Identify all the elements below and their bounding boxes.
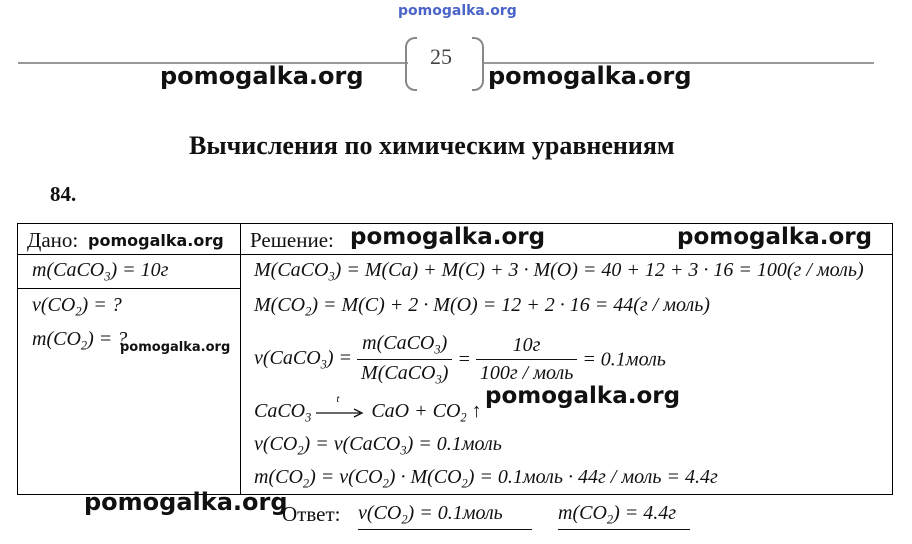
- solution-label: Решение:: [250, 228, 334, 252]
- amount-co2-equation: $\nu(CO_2)$ = ν(CaCO$_3$) = 0.1моль: [254, 433, 502, 458]
- fraction-numeric: $\frac{10г}{\text{100г / моль}}$: [476, 334, 577, 385]
- fraction-mass-over-molar-mass: $\frac{m(CaCO_3)}{M(CaCO_3)}$: [357, 332, 452, 388]
- page-number: 25: [430, 44, 452, 69]
- amount-caco3-equation: ν(CaCO$_3$) = $\frac{m(CaCO_3)}{M(CaCO_3)}$ = $\frac{10г}{\text{100г / моль}}$ = 0.1моль: [254, 332, 666, 387]
- problem-number: 84.: [50, 182, 77, 206]
- answer-mass-co2: $m(CO_2) = 4.4г$: [558, 502, 690, 530]
- molar-mass-co2-equation: $M(CO_2) = M(C) + 2 \cdot M(O) = 12 + 2 \cdot 16 = 44(г$ / моль): [254, 294, 710, 319]
- page-number-bracket-right: [472, 37, 484, 91]
- answer-amount-co2: $\nu(CO_2)$ = 0.1моль: [358, 502, 532, 530]
- section-title: Вычисления по химическим уравнениям: [189, 131, 675, 160]
- reaction-arrow-icon: t: [316, 402, 366, 422]
- decomposition-reaction: CaCO$_3$ t CaO + $CO_2$ ↑: [254, 393, 482, 425]
- given-divider: [18, 288, 240, 289]
- solution-watermark-3: pomogalka.org: [485, 383, 681, 409]
- given-watermark: pomogalka.org: [88, 231, 224, 250]
- solution-watermark-1: pomogalka.org: [350, 224, 546, 250]
- solution-table: [17, 223, 893, 495]
- header-watermark-right: pomogalka.org: [488, 62, 692, 90]
- table-column-divider: [240, 224, 241, 494]
- given-label: Дано:: [27, 228, 79, 252]
- given-find-watermark: pomogalka.org: [120, 340, 231, 355]
- header-watermark-left: pomogalka.org: [160, 62, 364, 90]
- find-amount-co2: $\nu(CO_2)$ = ?: [32, 294, 122, 319]
- top-watermark: pomogalka.org: [398, 3, 517, 19]
- table-header-divider: [18, 254, 892, 255]
- gas-arrow-icon: ↑: [471, 400, 482, 422]
- page-number-bracket-left: [405, 37, 417, 91]
- bottom-watermark: pomogalka.org: [84, 488, 288, 516]
- mass-co2-equation: $m(CO_2) = \nu(CO_2) \cdot M(CO_2)$ = 0.1моль · 44г / моль = 4.4г: [254, 466, 718, 491]
- solution-watermark-2: pomogalka.org: [677, 224, 873, 250]
- given-mass-caco3: m(CaCO$_3$) = 10г: [32, 259, 169, 284]
- answer-label: Ответ:: [282, 502, 341, 526]
- find-mass-co2: $m(CO_2)$ = ?: [32, 328, 128, 353]
- molar-mass-caco3-equation: M(CaCO$_3$) = M(Ca) + M(C) + 3 · M(O) = 40 + 12 + 3 · 16 = 100(г / моль): [254, 259, 864, 284]
